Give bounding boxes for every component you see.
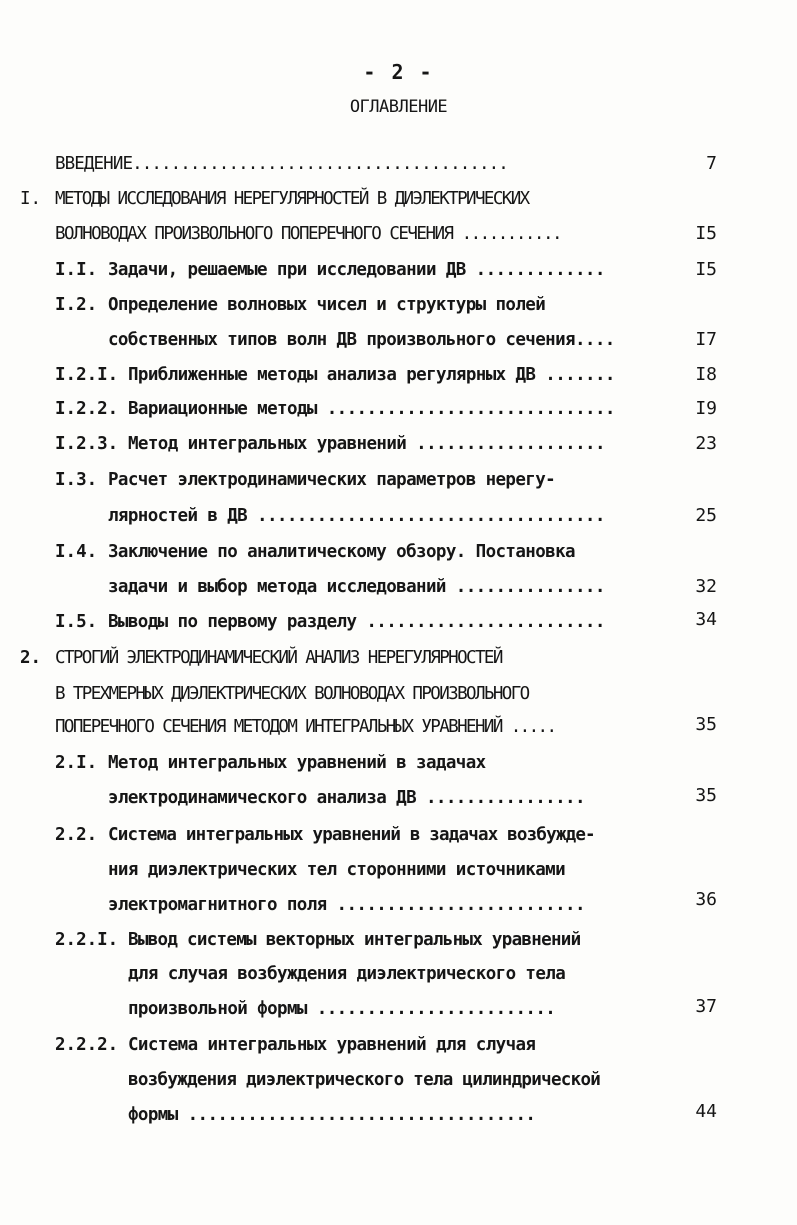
page-title: ОГЛАВЛЕНИЕ <box>349 97 448 117</box>
toc-entry-text: СТРОГИЙ ЭЛЕКТРОДИНАМИЧЕСКИЙ АНАЛИЗ НЕРЕГУЛЯРНОСТЕЙ <box>55 648 502 668</box>
toc-entry-page: I9 <box>695 398 717 419</box>
toc-entry-text: для случая возбуждения диэлектрического тела <box>128 964 566 984</box>
toc-entry-text: лярностей в ДВ ................................... <box>108 506 605 526</box>
toc-entry-page: 25 <box>695 505 717 526</box>
toc-entry-text: ВОЛНОВОДАХ ПРОИЗВОЛЬНОГО ПОПЕРЕЧНОГО СЕЧЕНИЯ ........... <box>55 224 562 244</box>
toc-entry-text: электромагнитного поля ......................... <box>108 895 585 915</box>
toc-entry-text: МЕТОДЫ ИССЛЕДОВАНИЯ НЕРЕГУЛЯРНОСТЕЙ В ДИЭЛЕКТРИЧЕСКИХ <box>55 189 529 209</box>
toc-entry-text: Система интегральных уравнений в задачах возбужде- <box>108 825 595 845</box>
toc-entry-page: 36 <box>695 889 717 910</box>
toc-entry-page: 35 <box>695 785 717 806</box>
toc-entry-text: собственных типов волн ДВ произвольного сечения.... <box>108 330 615 350</box>
toc-entry-text: Приближенные методы анализа регулярных ДВ ....... <box>128 365 615 385</box>
toc-entry-number: I.2. <box>55 295 98 315</box>
toc-entry-text: Задачи, решаемые при исследовании ДВ ............. <box>108 260 605 280</box>
toc-entry-text: Выводы по первому разделу ........................ <box>108 612 605 632</box>
toc-entry-number: I.2.I. <box>55 365 119 385</box>
toc-entry-text: электродинамического анализа ДВ ................ <box>108 788 585 808</box>
toc-entry-text: ПОПЕРЕЧНОГО СЕЧЕНИЯ МЕТОДОМ ИНТЕГРАЛЬНЫХ УРАВНЕНИЙ ..... <box>55 717 556 737</box>
toc-entry-text: Заключение по аналитическому обзору. Постановка <box>108 542 575 562</box>
toc-entry-number: I.2.2. <box>55 399 119 419</box>
toc-entry-text: Вариационные методы ............................. <box>128 399 615 419</box>
toc-entry-page: I5 <box>695 223 717 244</box>
toc-entry-text: возбуждения диэлектрического тела цилиндрической <box>128 1070 601 1090</box>
toc-entry-number: I. <box>20 189 42 209</box>
toc-entry-number: I.3. <box>55 470 98 490</box>
toc-entry-page: 37 <box>695 996 717 1017</box>
toc-entry-page: I5 <box>695 259 717 280</box>
toc-entry-number: I.5. <box>55 612 98 632</box>
toc-entry-text: ния диэлектрических тел сторонними источниками <box>108 860 566 880</box>
toc-entry-text: произвольной формы ........................ <box>128 999 556 1019</box>
toc-entry-text: Вывод системы векторных интегральных уравнений <box>128 930 581 950</box>
toc-entry-number: 2.2.2. <box>55 1035 119 1055</box>
toc-entry-page: 7 <box>706 153 717 174</box>
toc-entry-text: В ТРЕХМЕРНЫХ ДИЭЛЕКТРИЧЕСКИХ ВОЛНОВОДАХ ПРОИЗВОЛЬНОГО <box>55 684 529 704</box>
toc-entry-number: 2.I. <box>55 753 98 773</box>
page-number: - 2 - <box>363 60 434 84</box>
toc-entry-page: 34 <box>695 609 717 630</box>
toc-entry-number: I.2.3. <box>55 434 119 454</box>
toc-entry-text: ВВЕДЕНИЕ....................................... <box>55 154 508 174</box>
toc-entry-text: Определение волновых чисел и структуры полей <box>108 295 546 315</box>
toc-entry-page: 44 <box>695 1101 717 1122</box>
toc-entry-number: 2. <box>20 648 42 668</box>
toc-entry-text: Метод интегральных уравнений ................... <box>128 434 605 454</box>
toc-entry-text: формы ................................... <box>128 1105 536 1125</box>
toc-entry-page: 23 <box>695 433 717 454</box>
toc-entry-page: I8 <box>695 364 717 385</box>
toc-entry-text: задачи и выбор метода исследований ............... <box>108 577 605 597</box>
toc-entry-page: I7 <box>695 329 717 350</box>
toc-entry-text: Метод интегральных уравнений в задачах <box>108 753 486 773</box>
toc-entry-page: 32 <box>695 576 717 597</box>
toc-entry-number: 2.2.I. <box>55 930 119 950</box>
toc-entry-number: I.4. <box>55 542 98 562</box>
toc-entry-text: Расчет электродинамических параметров нерегу- <box>108 470 556 490</box>
toc-entry-text: Система интегральных уравнений для случая <box>128 1035 536 1055</box>
toc-entry-page: 35 <box>695 714 717 735</box>
toc-entry-number: 2.2. <box>55 825 98 845</box>
toc-entry-number: I.I. <box>55 260 98 280</box>
